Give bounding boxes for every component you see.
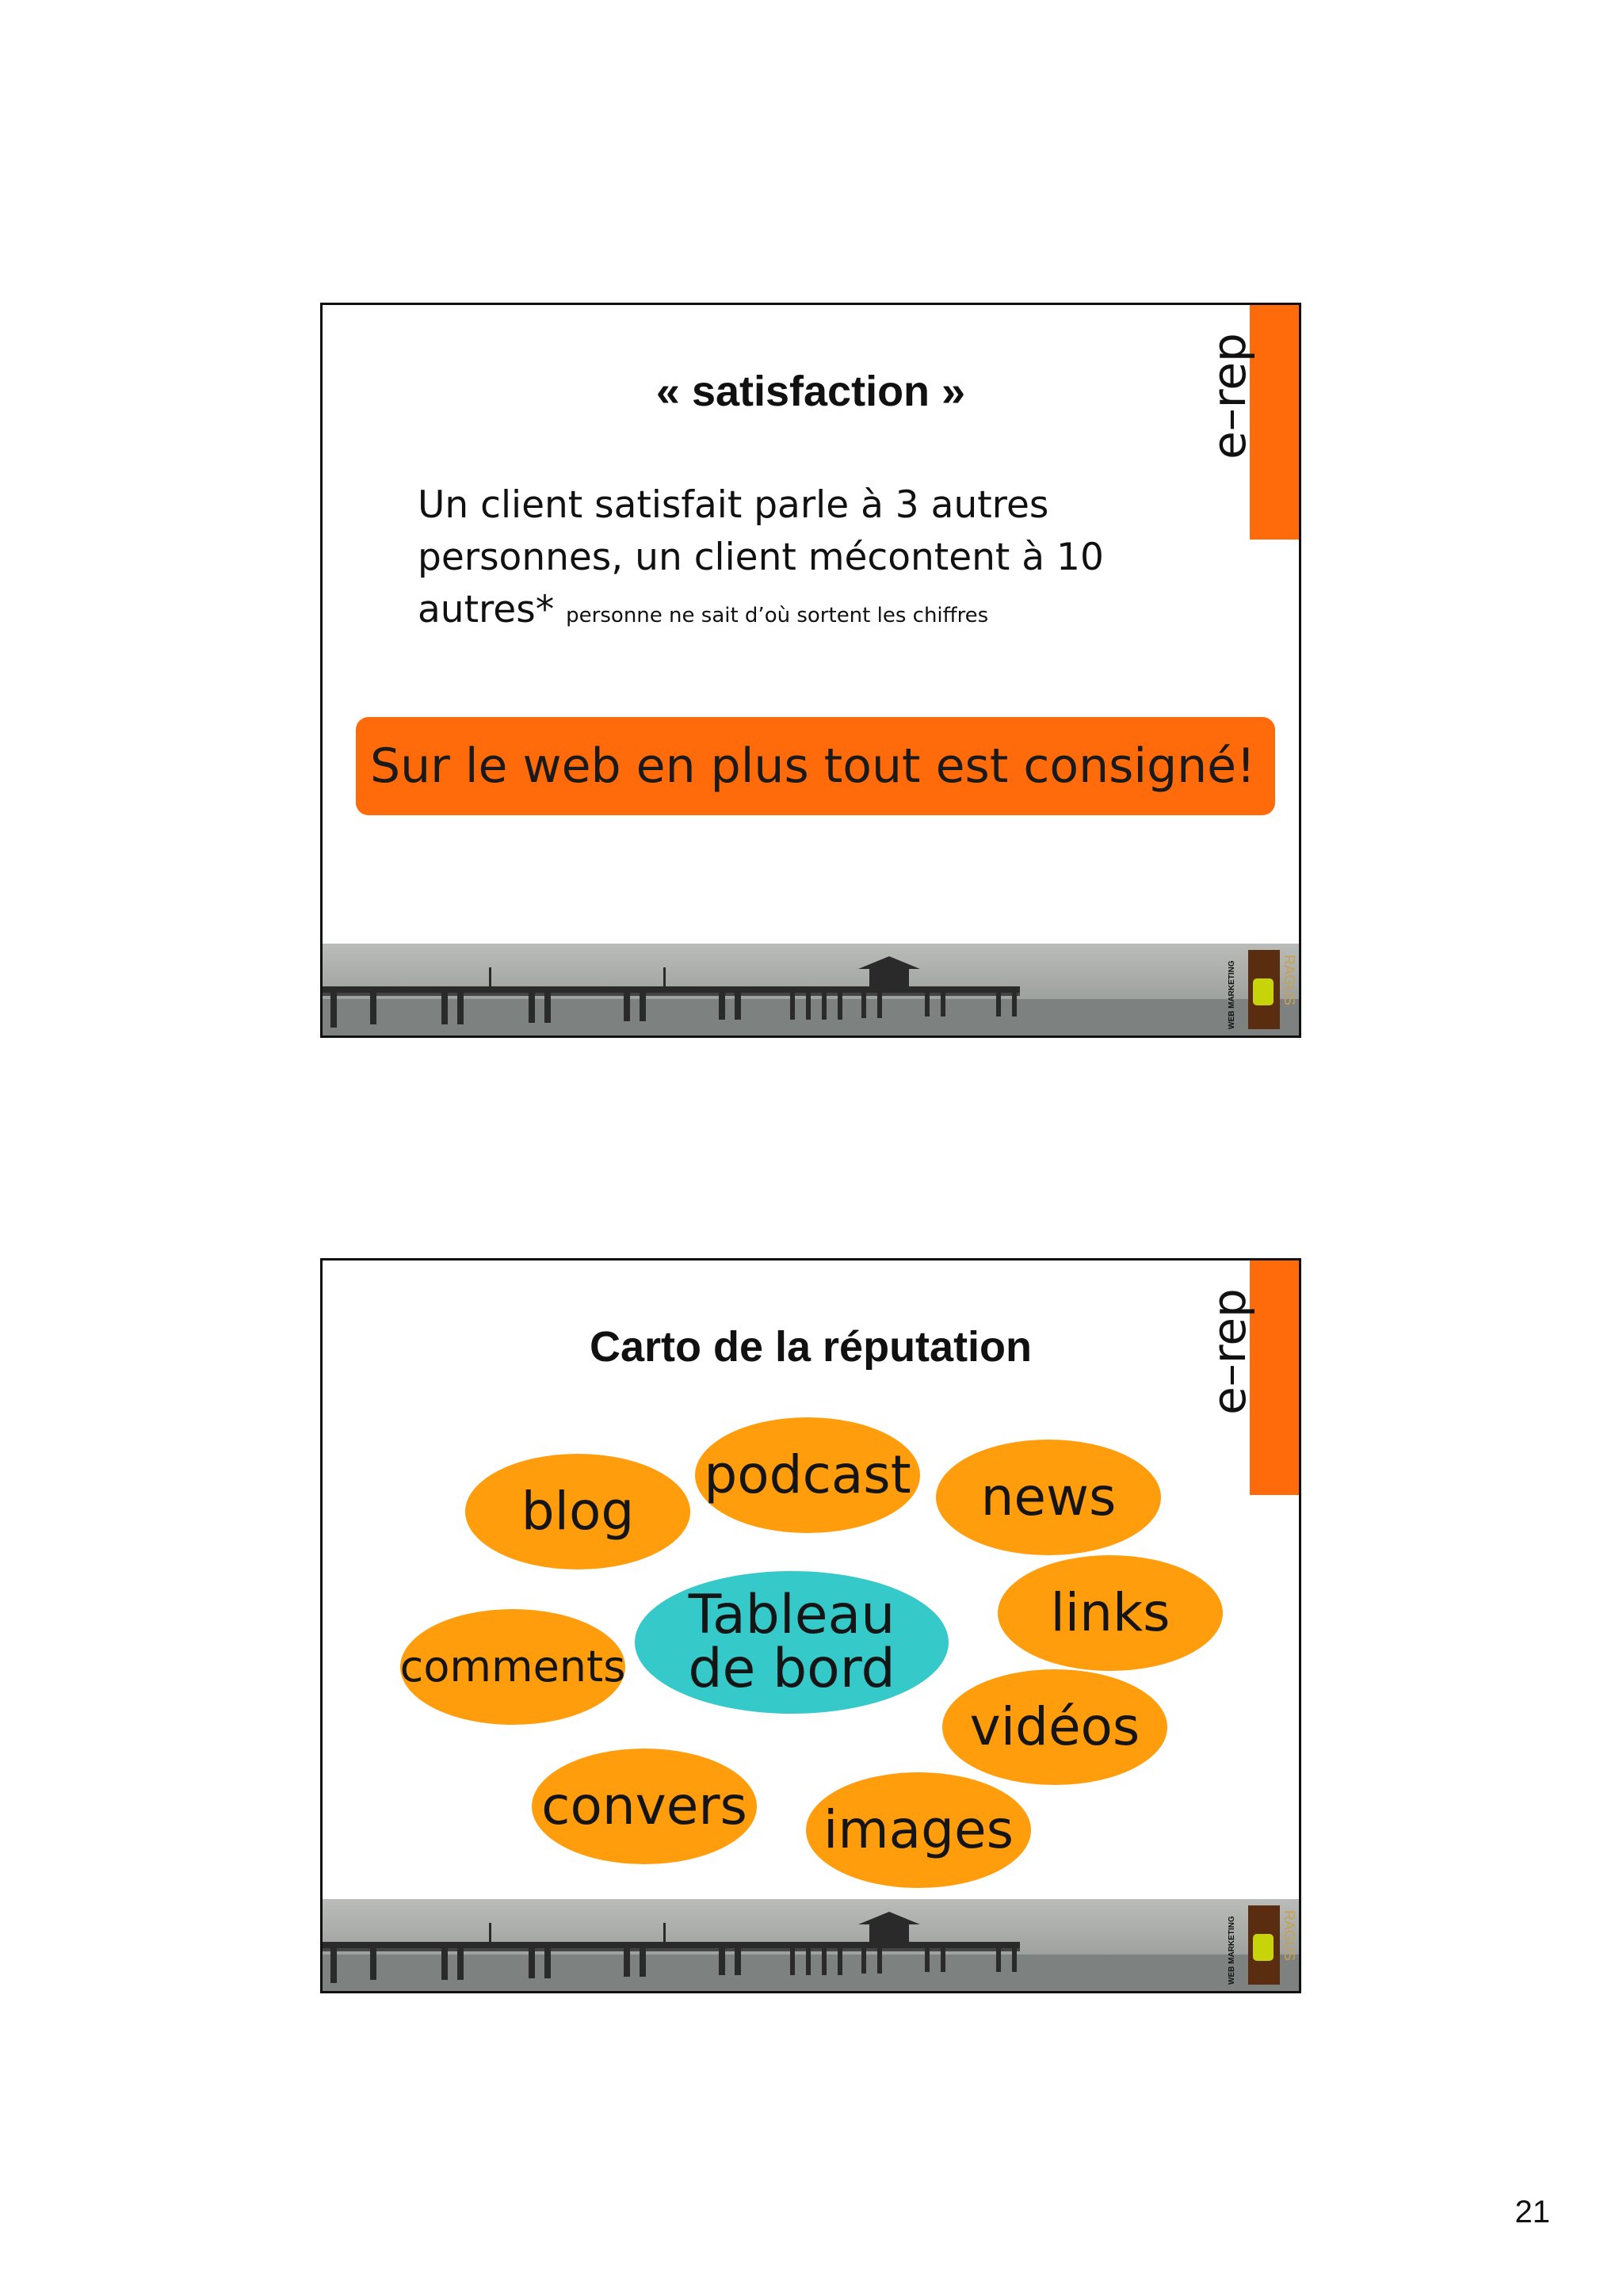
- tab-label: e–rep: [1202, 1288, 1257, 1415]
- bubble-convers: convers: [532, 1749, 757, 1864]
- bubble-dashboard: Tableau de bord: [635, 1571, 949, 1714]
- bubble-news: news: [936, 1440, 1161, 1555]
- logo-brand: RAGUS: [1281, 1910, 1297, 1962]
- pier-photo-footer: [323, 944, 1299, 1035]
- orange-side-tab: [1250, 305, 1299, 540]
- slide-satisfaction: [320, 303, 1301, 1038]
- pier-photo-footer: [323, 1899, 1299, 1991]
- body-line: personnes, un client mécontent à 10: [418, 536, 1104, 579]
- bubble-images: images: [806, 1772, 1031, 1888]
- slide-title: Carto de la réputation: [589, 1323, 1033, 1371]
- highlight-banner: Sur le web en plus tout est consigné!: [356, 717, 1275, 815]
- body-line-with-footnote: autres* personne ne sait d’où sortent les chiffres: [418, 588, 989, 631]
- orange-side-tab: [1250, 1261, 1299, 1495]
- bubble-links: links: [998, 1555, 1223, 1671]
- logo-brand: RAGUS: [1281, 955, 1297, 1006]
- slide-title: « satisfaction »: [655, 368, 966, 415]
- bubble-podcast: podcast: [695, 1417, 920, 1533]
- footnote: personne ne sait d’où sortent les chiffres: [566, 604, 989, 627]
- tab-label: e–rep: [1202, 333, 1257, 460]
- bubble-blog: blog: [465, 1454, 690, 1569]
- slide-reputation-map: [320, 1258, 1301, 1993]
- logo-caption: WEB MARKETING: [1228, 1916, 1236, 1985]
- page-number: 21: [1514, 2195, 1550, 2229]
- logo-caption: WEB MARKETING: [1228, 960, 1236, 1029]
- slide-body: [418, 479, 1131, 642]
- body-line: Un client satisfait parle à 3 autres: [418, 483, 1049, 527]
- bubble-videos: vidéos: [942, 1669, 1167, 1785]
- bubble-comments: comments: [400, 1609, 625, 1725]
